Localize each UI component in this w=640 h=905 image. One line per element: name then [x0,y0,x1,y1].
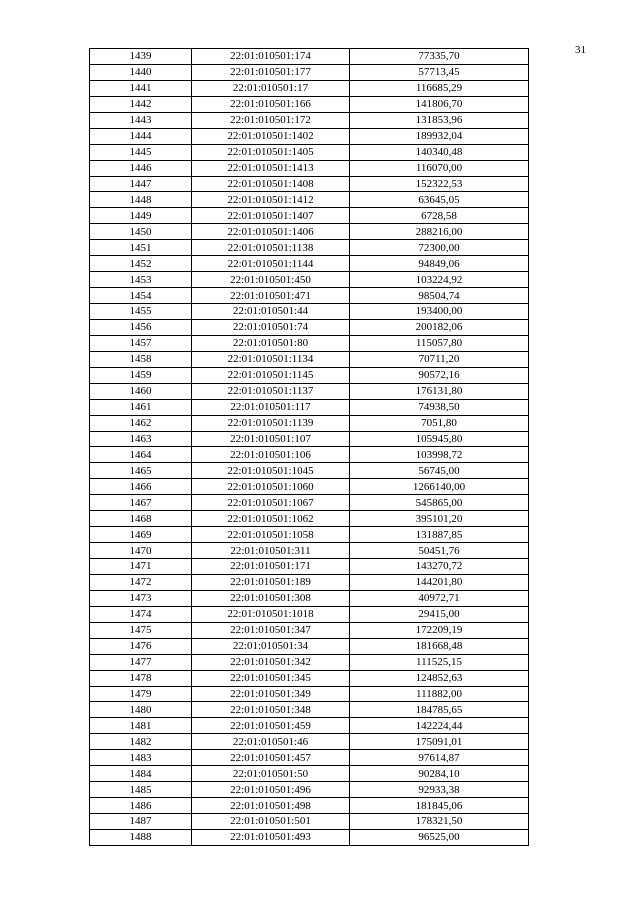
row-number-cell: 1477 [90,654,192,670]
row-number-cell: 1448 [90,192,192,208]
row-number-cell: 1446 [90,160,192,176]
cadastral-code-cell: 22:01:010501:171 [192,559,350,575]
cadastral-code-cell: 22:01:010501:308 [192,590,350,606]
row-number-cell: 1466 [90,479,192,495]
cadastral-code-cell: 22:01:010501:177 [192,64,350,80]
row-number-cell: 1440 [90,64,192,80]
amount-cell: 152322,53 [350,176,529,192]
table-row [90,734,529,750]
cadastral-code-cell: 22:01:010501:1062 [192,511,350,527]
table-row [90,144,529,160]
table-row [90,782,529,798]
table-row [90,64,529,80]
row-number-cell: 1469 [90,527,192,543]
cadastral-code-cell: 22:01:010501:17 [192,80,350,96]
table-row [90,479,529,495]
cadastral-code-cell: 22:01:010501:1060 [192,479,350,495]
table-row [90,256,529,272]
cadastral-code-cell: 22:01:010501:80 [192,335,350,351]
table-row [90,351,529,367]
cadastral-code-cell: 22:01:010501:1058 [192,527,350,543]
amount-cell: 70711,20 [350,351,529,367]
row-number-cell: 1474 [90,606,192,622]
cadastral-code-cell: 22:01:010501:1067 [192,495,350,511]
table-row [90,638,529,654]
row-number-cell: 1461 [90,399,192,415]
page-number: 31 [575,44,586,56]
table-row [90,590,529,606]
cadastral-code-cell: 22:01:010501:1045 [192,463,350,479]
row-number-cell: 1447 [90,176,192,192]
row-number-cell: 1460 [90,383,192,399]
cadastral-code-cell: 22:01:010501:1144 [192,256,350,272]
row-number-cell: 1457 [90,335,192,351]
table-row [90,383,529,399]
table-row [90,686,529,702]
table-row [90,718,529,734]
amount-cell: 115057,80 [350,335,529,351]
amount-cell: 193400,00 [350,304,529,320]
row-number-cell: 1462 [90,415,192,431]
cadastral-code-cell: 22:01:010501:347 [192,622,350,638]
amount-cell: 172209,19 [350,622,529,638]
table-row [90,670,529,686]
amount-cell: 77335,70 [350,49,529,65]
amount-cell: 116070,00 [350,160,529,176]
cadastral-code-cell: 22:01:010501:34 [192,638,350,654]
table-row [90,128,529,144]
row-number-cell: 1473 [90,590,192,606]
amount-cell: 140340,48 [350,144,529,160]
table-row [90,814,529,830]
amount-cell: 545865,00 [350,495,529,511]
amount-cell: 144201,80 [350,574,529,590]
cadastral-code-cell: 22:01:010501:50 [192,766,350,782]
row-number-cell: 1464 [90,447,192,463]
row-number-cell: 1445 [90,144,192,160]
cadastral-code-cell: 22:01:010501:189 [192,574,350,590]
cadastral-code-cell: 22:01:010501:1145 [192,367,350,383]
table-row [90,192,529,208]
table-row [90,399,529,415]
amount-cell: 96525,00 [350,829,529,845]
row-number-cell: 1471 [90,559,192,575]
row-number-cell: 1479 [90,686,192,702]
row-number-cell: 1487 [90,814,192,830]
amount-cell: 92933,38 [350,782,529,798]
cadastral-code-cell: 22:01:010501:1402 [192,128,350,144]
cadastral-code-cell: 22:01:010501:1139 [192,415,350,431]
cadastral-code-cell: 22:01:010501:117 [192,399,350,415]
table-row [90,80,529,96]
row-number-cell: 1441 [90,80,192,96]
cadastral-code-cell: 22:01:010501:166 [192,96,350,112]
amount-cell: 105945,80 [350,431,529,447]
amount-cell: 97614,87 [350,750,529,766]
amount-cell: 116685,29 [350,80,529,96]
amount-cell: 175091,01 [350,734,529,750]
table-row [90,319,529,335]
cadastral-code-cell: 22:01:010501:1408 [192,176,350,192]
amount-cell: 90572,16 [350,367,529,383]
cadastral-code-cell: 22:01:010501:1406 [192,224,350,240]
row-number-cell: 1444 [90,128,192,144]
table-row [90,335,529,351]
registry-table [89,48,529,846]
row-number-cell: 1482 [90,734,192,750]
row-number-cell: 1453 [90,272,192,288]
row-number-cell: 1472 [90,574,192,590]
table-row [90,574,529,590]
table-row [90,559,529,575]
row-number-cell: 1463 [90,431,192,447]
table-row [90,511,529,527]
table-row [90,160,529,176]
row-number-cell: 1475 [90,622,192,638]
amount-cell: 178321,50 [350,814,529,830]
amount-cell: 63645,05 [350,192,529,208]
row-number-cell: 1468 [90,511,192,527]
table-row [90,304,529,320]
table-row [90,447,529,463]
amount-cell: 131887,85 [350,527,529,543]
table-row [90,606,529,622]
row-number-cell: 1488 [90,829,192,845]
cadastral-code-cell: 22:01:010501:107 [192,431,350,447]
amount-cell: 98504,74 [350,288,529,304]
cadastral-code-cell: 22:01:010501:493 [192,829,350,845]
row-number-cell: 1480 [90,702,192,718]
table-row [90,750,529,766]
amount-cell: 29415,00 [350,606,529,622]
table-row [90,176,529,192]
row-number-cell: 1478 [90,670,192,686]
table-row [90,112,529,128]
table-row [90,272,529,288]
cadastral-code-cell: 22:01:010501:46 [192,734,350,750]
cadastral-code-cell: 22:01:010501:44 [192,304,350,320]
cadastral-code-cell: 22:01:010501:1134 [192,351,350,367]
amount-cell: 103998,72 [350,447,529,463]
row-number-cell: 1486 [90,798,192,814]
cadastral-code-cell: 22:01:010501:450 [192,272,350,288]
table-row [90,622,529,638]
cadastral-code-cell: 22:01:010501:1407 [192,208,350,224]
cadastral-code-cell: 22:01:010501:471 [192,288,350,304]
amount-cell: 74938,50 [350,399,529,415]
amount-cell: 200182,06 [350,319,529,335]
amount-cell: 176131,80 [350,383,529,399]
amount-cell: 124852,63 [350,670,529,686]
table-row [90,463,529,479]
row-number-cell: 1458 [90,351,192,367]
row-number-cell: 1456 [90,319,192,335]
row-number-cell: 1449 [90,208,192,224]
amount-cell: 40972,71 [350,590,529,606]
amount-cell: 181668,48 [350,638,529,654]
row-number-cell: 1442 [90,96,192,112]
amount-cell: 288216,00 [350,224,529,240]
table-row [90,654,529,670]
table-row [90,288,529,304]
cadastral-code-cell: 22:01:010501:496 [192,782,350,798]
cadastral-code-cell: 22:01:010501:459 [192,718,350,734]
cadastral-code-cell: 22:01:010501:74 [192,319,350,335]
row-number-cell: 1455 [90,304,192,320]
amount-cell: 1266140,00 [350,479,529,495]
amount-cell: 181845,06 [350,798,529,814]
row-number-cell: 1443 [90,112,192,128]
row-number-cell: 1454 [90,288,192,304]
cadastral-code-cell: 22:01:010501:457 [192,750,350,766]
amount-cell: 7051,80 [350,415,529,431]
registry-table-body [90,49,529,846]
amount-cell: 72300,00 [350,240,529,256]
row-number-cell: 1476 [90,638,192,654]
table-row [90,96,529,112]
row-number-cell: 1450 [90,224,192,240]
table-row [90,224,529,240]
table-row [90,208,529,224]
amount-cell: 103224,92 [350,272,529,288]
cadastral-code-cell: 22:01:010501:1405 [192,144,350,160]
row-number-cell: 1465 [90,463,192,479]
amount-cell: 6728,58 [350,208,529,224]
cadastral-code-cell: 22:01:010501:311 [192,543,350,559]
table-row [90,829,529,845]
amount-cell: 94849,06 [350,256,529,272]
amount-cell: 111882,00 [350,686,529,702]
cadastral-code-cell: 22:01:010501:349 [192,686,350,702]
row-number-cell: 1470 [90,543,192,559]
table-row [90,766,529,782]
cadastral-code-cell: 22:01:010501:342 [192,654,350,670]
cadastral-code-cell: 22:01:010501:1138 [192,240,350,256]
table-row [90,431,529,447]
table-row [90,798,529,814]
amount-cell: 111525,15 [350,654,529,670]
amount-cell: 143270,72 [350,559,529,575]
row-number-cell: 1481 [90,718,192,734]
row-number-cell: 1467 [90,495,192,511]
cadastral-code-cell: 22:01:010501:501 [192,814,350,830]
cadastral-code-cell: 22:01:010501:1018 [192,606,350,622]
row-number-cell: 1439 [90,49,192,65]
table-row [90,543,529,559]
table-row [90,240,529,256]
row-number-cell: 1452 [90,256,192,272]
row-number-cell: 1451 [90,240,192,256]
cadastral-code-cell: 22:01:010501:348 [192,702,350,718]
cadastral-code-cell: 22:01:010501:1137 [192,383,350,399]
amount-cell: 184785,65 [350,702,529,718]
cadastral-code-cell: 22:01:010501:1412 [192,192,350,208]
amount-cell: 57713,45 [350,64,529,80]
amount-cell: 131853,96 [350,112,529,128]
amount-cell: 56745,00 [350,463,529,479]
row-number-cell: 1483 [90,750,192,766]
table-row [90,702,529,718]
row-number-cell: 1459 [90,367,192,383]
table-row [90,49,529,65]
cadastral-code-cell: 22:01:010501:174 [192,49,350,65]
table-row [90,527,529,543]
cadastral-code-cell: 22:01:010501:1413 [192,160,350,176]
cadastral-code-cell: 22:01:010501:172 [192,112,350,128]
cadastral-code-cell: 22:01:010501:106 [192,447,350,463]
amount-cell: 90284,10 [350,766,529,782]
table-row [90,367,529,383]
cadastral-code-cell: 22:01:010501:345 [192,670,350,686]
row-number-cell: 1485 [90,782,192,798]
table-row [90,415,529,431]
cadastral-code-cell: 22:01:010501:498 [192,798,350,814]
amount-cell: 189932,04 [350,128,529,144]
amount-cell: 50451,76 [350,543,529,559]
amount-cell: 141806,70 [350,96,529,112]
table-row [90,495,529,511]
amount-cell: 395101,20 [350,511,529,527]
amount-cell: 142224,44 [350,718,529,734]
row-number-cell: 1484 [90,766,192,782]
